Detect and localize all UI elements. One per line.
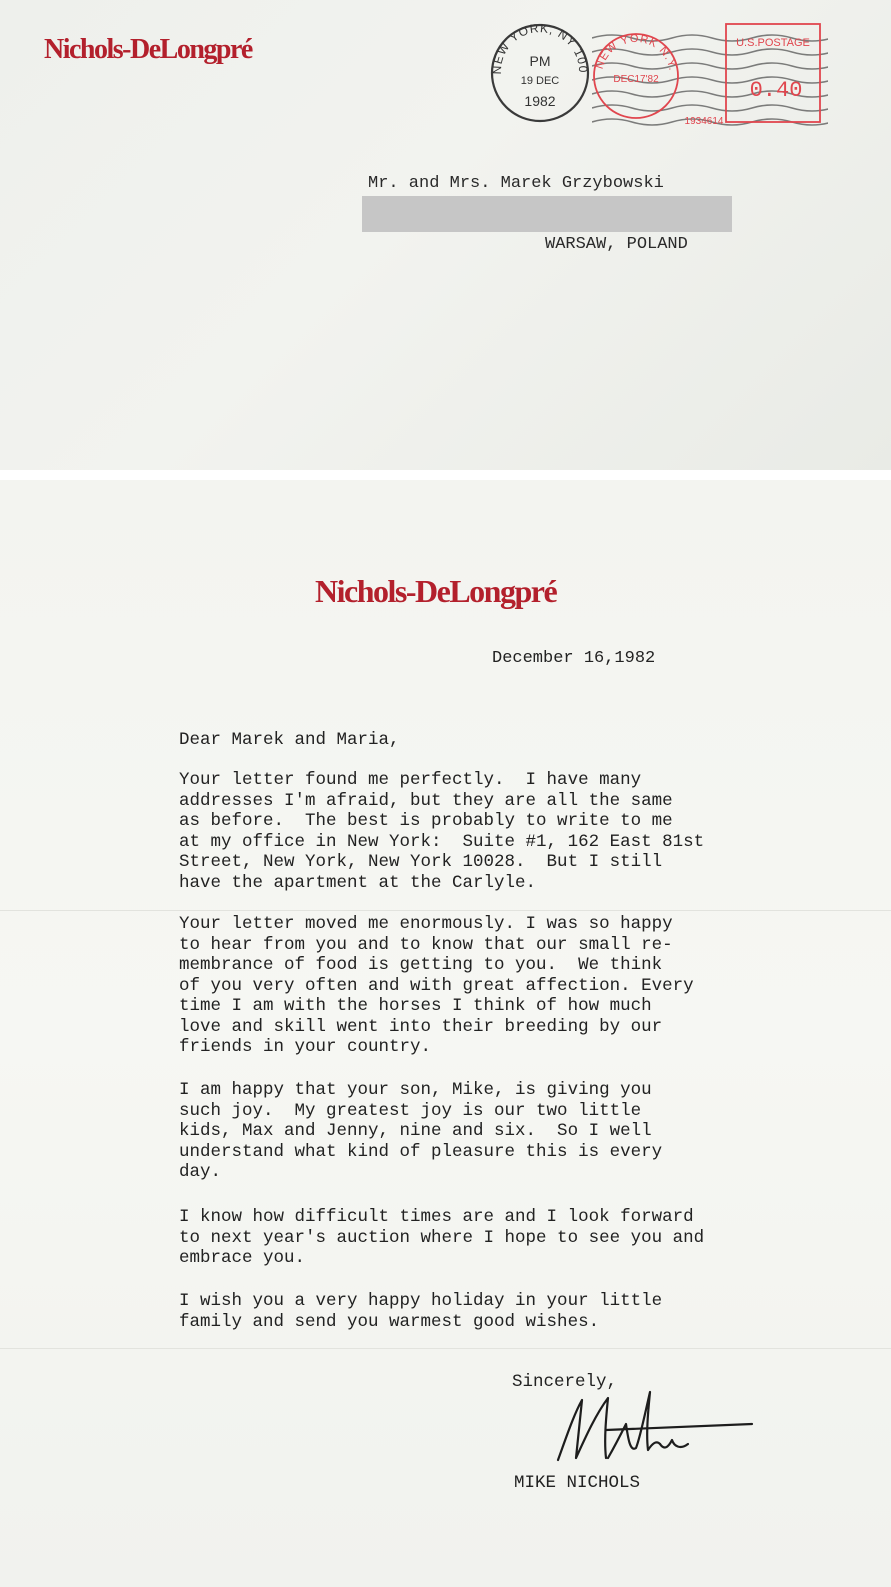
handwritten-signature [556,1388,756,1466]
postmark-time: PM [529,53,551,69]
paragraph: I am happy that your son, Mike, is giving you such joy. My greatest joy is our two little kids, Max and Jenny, nine and six. So I well understand what kind of pleasure this is every day. [179,1080,663,1182]
paragraph: I know how difficult times are and I look forward to next year's auction where I hope to see you and embrace you. [179,1207,705,1268]
postage-meter-stamp [592,20,828,130]
divider [0,470,891,480]
meter-date: DEC17'82 [613,74,659,85]
signer-name: MIKE NICHOLS [514,1473,641,1493]
postmark-zip: 100 [571,46,591,74]
salutation: Dear Marek and Maria, [179,730,400,750]
envelope-logo: Nichols-DeLongpré [44,34,252,65]
recipient-city: WARSAW, POLAND [545,235,688,254]
fold-line [0,910,891,911]
closing: Sincerely, [512,1372,618,1392]
fold-line [0,1348,891,1349]
envelope [0,0,891,470]
meter-amount: 0.40 [749,78,803,103]
meter-city: NEW YORK N.Y. [593,32,679,73]
postmark-year: 1982 [524,93,556,109]
postmark-date: 19 DEC [520,75,560,87]
redacted-address [362,196,732,232]
letter-date: December 16,1982 [492,649,656,668]
recipient-name: Mr. and Mrs. Marek Grzybowski [368,174,664,193]
paragraph: Your letter moved me enormously. I was so happy to hear from you and to know that our small re- membrance of food is getting to you. We think of you very often and with great affection. Every time I am with the horses I think of how much love and skill went into their breeding by our friends in your country. [179,914,694,1057]
postmark-city: NEW YORK, NY [489,21,580,75]
letterhead-logo: Nichols-DeLongpré [315,573,557,609]
meter-number: 1934614 [684,116,724,127]
postmark-stamp [488,20,592,126]
letter-page [0,480,891,1587]
meter-label: U.S.POSTAGE [736,37,810,49]
paragraph: Your letter found me perfectly. I have many addresses I'm afraid, but they are all the same as before. The best is probably to write to me at my office in New York: Suite #1, 162 East 81st Street, New York, New York 10028. But I still have the apartment at the Carlyle. [179,770,705,893]
paragraph: I wish you a very happy holiday in your little family and send you warmest good wishes. [179,1291,663,1332]
